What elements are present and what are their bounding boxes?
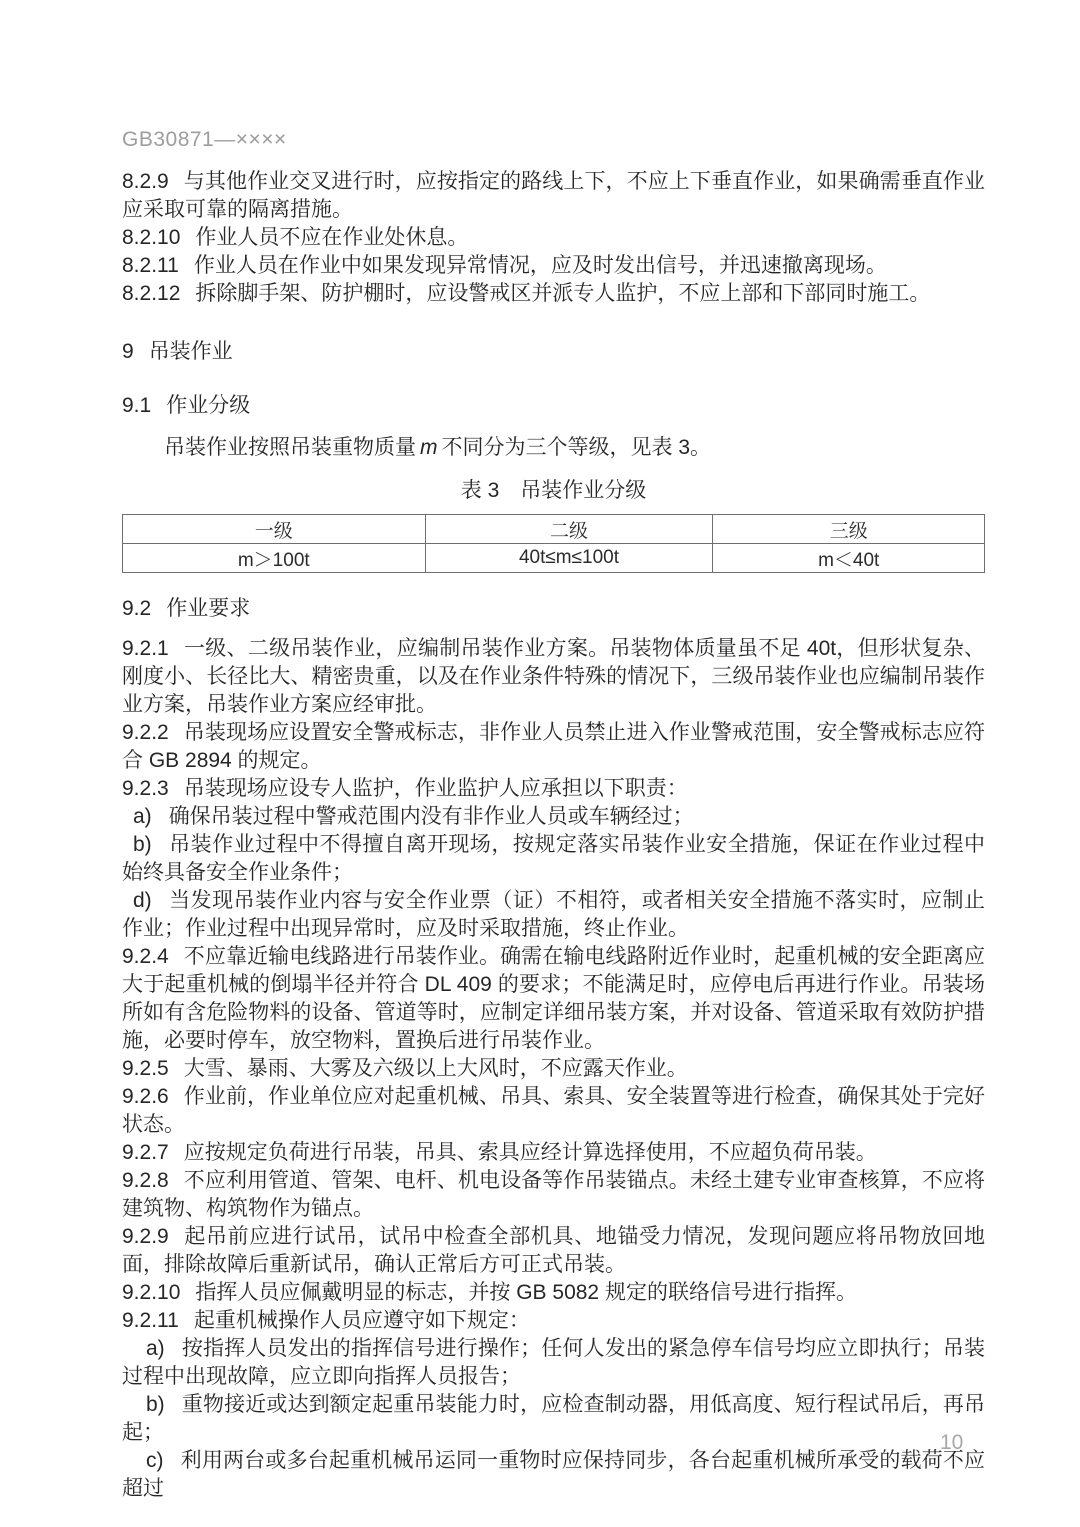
intro-prefix: 吊装作业按照吊装重物质量 [164,436,416,459]
grade-header-2: 二级 [425,515,713,544]
clause-9-2-11-item-b [122,1391,985,1447]
grade-header-1: 一级 [123,515,426,544]
clause-9-2-6 [122,1083,985,1139]
clause-text: 一级、二级吊装作业，应编制吊装作业方案。吊装物体质量虽不足 40t，但形状复杂、刚度小、长径比大、精密贵重，以及在作业条件特殊的情况下，三级吊装作业也应编制吊装作业方案，吊装作业方案应经审批。 [122,637,985,716]
clause-9-2-3-item-d [122,887,985,943]
clause-text: 作业人员不应在作业处休息。 [195,226,469,249]
list-item-text: 利用两台或多台起重机械吊运同一重物时应保持同步，各台起重机械所承受的载荷不应超过 [122,1449,985,1500]
clause-text: 起吊前应进行试吊，试吊中检查全部机具、地锚受力情况，发现问题应将吊物放回地面，排除故障后重新试吊，确认正常后方可正式吊装。 [122,1225,985,1276]
grade-value-3: m＜40t [713,544,985,573]
grade-value-2: 40t≤m≤100t [425,544,713,573]
clause-number: 9.2.7 [122,1141,169,1164]
clause-number: 9.2.1 [122,637,169,660]
clause-number: 9.2.2 [122,721,169,744]
list-item-label: d) [133,889,152,912]
section-9-heading [122,338,985,366]
clause-9-2-7 [122,1139,985,1167]
standard-code: GB30871—×××× [122,128,287,151]
page-number: 10 [940,1431,964,1454]
list-item-text: 当发现吊装作业内容与安全作业票（证）不相符，或者相关安全措施不落实时，应制止作业；作业过程中出现异常时，应及时采取措施，终止作业。 [122,889,985,940]
section-9-2-heading [122,595,985,623]
table-3-caption: 表 3 吊装作业分级 [460,479,647,502]
clause-text: 拆除脚手架、防护棚时，应设警戒区并派专人监护，不应上部和下部同时施工。 [195,282,931,305]
clause-text: 作业前，作业单位应对起重机械、吊具、索具、安全装置等进行检查，确保其处于完好状态。 [122,1085,985,1136]
section-number: 9.2 [122,597,152,620]
section-9-1-heading [122,392,985,420]
clause-number: 8.2.10 [122,226,181,249]
clause-9-2-3-item-b [122,831,985,887]
section-title: 作业要求 [166,597,251,620]
intro-suffix: 不同分为三个等级，见表 3。 [441,436,712,459]
clause-text: 大雪、暴雨、大雾及六级以上大风时，不应露天作业。 [183,1057,688,1080]
clause-9-2-11-item-c [122,1447,985,1503]
list-item-label: a) [133,805,152,828]
grade-header-3: 三级 [713,515,985,544]
clause-text: 吊装现场应设置安全警戒标志，非作业人员禁止进入作业警戒范围，安全警戒标志应符合 GB 2894 的规定。 [122,721,985,772]
list-item-label: b) [133,833,152,856]
table-header-row [123,515,985,544]
clause-8-2-12 [122,280,985,308]
clause-number: 9.2.6 [122,1085,169,1108]
grade-value-1: m＞100t [123,544,426,573]
clause-text: 吊装现场应设专人监护，作业监护人应承担以下职责： [183,777,688,800]
clause-9-2-3-item-a [122,803,985,831]
clause-9-2-5 [122,1055,985,1083]
table-value-row [123,544,985,573]
clause-number: 9.2.3 [122,777,169,800]
clause-text: 指挥人员应佩戴明显的标志，并按 GB 5082 规定的联络信号进行指挥。 [195,1281,857,1304]
clause-text: 不应利用管道、管架、电杆、机电设备等作吊装锚点。未经土建专业审查核算，不应将建筑物、构筑物作为锚点。 [122,1169,985,1220]
list-item-text: 确保吊装过程中警戒范围内没有非作业人员或车辆经过； [168,805,694,828]
clause-number: 8.2.9 [122,170,169,193]
mass-variable: m [420,436,438,459]
section-number: 9 [122,340,134,363]
clause-number: 9.2.9 [122,1225,169,1248]
list-item-text: 按指挥人员发出的指挥信号进行操作；任何人发出的紧急停车信号均应立即执行；吊装过程中出现故障，应立即向指挥人员报告； [122,1337,985,1388]
clause-8-2-11 [122,252,985,280]
document-content [122,0,985,1503]
list-item-text: 吊装作业过程中不得擅自离开现场，按规定落实吊装作业安全措施，保证在作业过程中始终具备安全作业条件； [122,833,985,884]
list-item-label: a) [146,1337,165,1360]
clause-9-2-9 [122,1223,985,1279]
clause-text: 作业人员在作业中如果发现异常情况，应及时发出信号，并迅速撤离现场。 [193,254,887,277]
clause-number: 8.2.11 [122,254,179,277]
list-item-text: 重物接近或达到额定起重吊装能力时，应检查制动器，用低高度、短行程试吊后，再吊起； [122,1393,985,1444]
clause-number: 9.2.8 [122,1169,169,1192]
clause-number: 8.2.12 [122,282,181,305]
clause-text: 与其他作业交叉进行时，应按指定的路线上下，不应上下垂直作业，如果确需垂直作业应采取可靠的隔离措施。 [122,170,985,221]
clause-9-2-11-item-a [122,1335,985,1391]
clause-9-2-1 [122,635,985,719]
section-9-1-intro [122,434,985,462]
clause-8-2-10 [122,224,985,252]
clause-8-2-9 [122,168,985,224]
clause-9-2-4 [122,943,985,1055]
section-title: 作业分级 [166,394,251,417]
clause-number: 9.2.10 [122,1281,181,1304]
clause-text: 不应靠近输电线路进行吊装作业。确需在输电线路附近作业时，起重机械的安全距离应大于起重机械的倒塌半径并符合 DL 409 的要求；不能满足时，应停电后再进行作业。吊装场所如有含危险物料的设备、管道等时，应制定详细吊装方案，并对设备、管道采取有效防护措施，必要时停车，放空物料，置换后进行吊装作业。 [122,945,985,1052]
clause-9-2-3 [122,775,985,803]
clause-number: 9.2.11 [122,1309,179,1332]
clause-number: 9.2.5 [122,1057,169,1080]
section-title: 吊装作业 [148,340,233,363]
clause-number: 9.2.4 [122,945,169,968]
lifting-grade-table [122,514,985,573]
clause-text: 应按规定负荷进行吊装，吊具、索具应经计算选择使用，不应超负荷吊装。 [183,1141,877,1164]
clause-9-2-11 [122,1307,985,1335]
clause-9-2-10 [122,1279,985,1307]
clause-text: 起重机械操作人员应遵守如下规定： [193,1309,530,1332]
list-item-label: c) [146,1449,164,1472]
clause-9-2-8 [122,1167,985,1223]
section-number: 9.1 [122,394,152,417]
clause-9-2-2 [122,719,985,775]
list-item-label: b) [146,1393,165,1416]
